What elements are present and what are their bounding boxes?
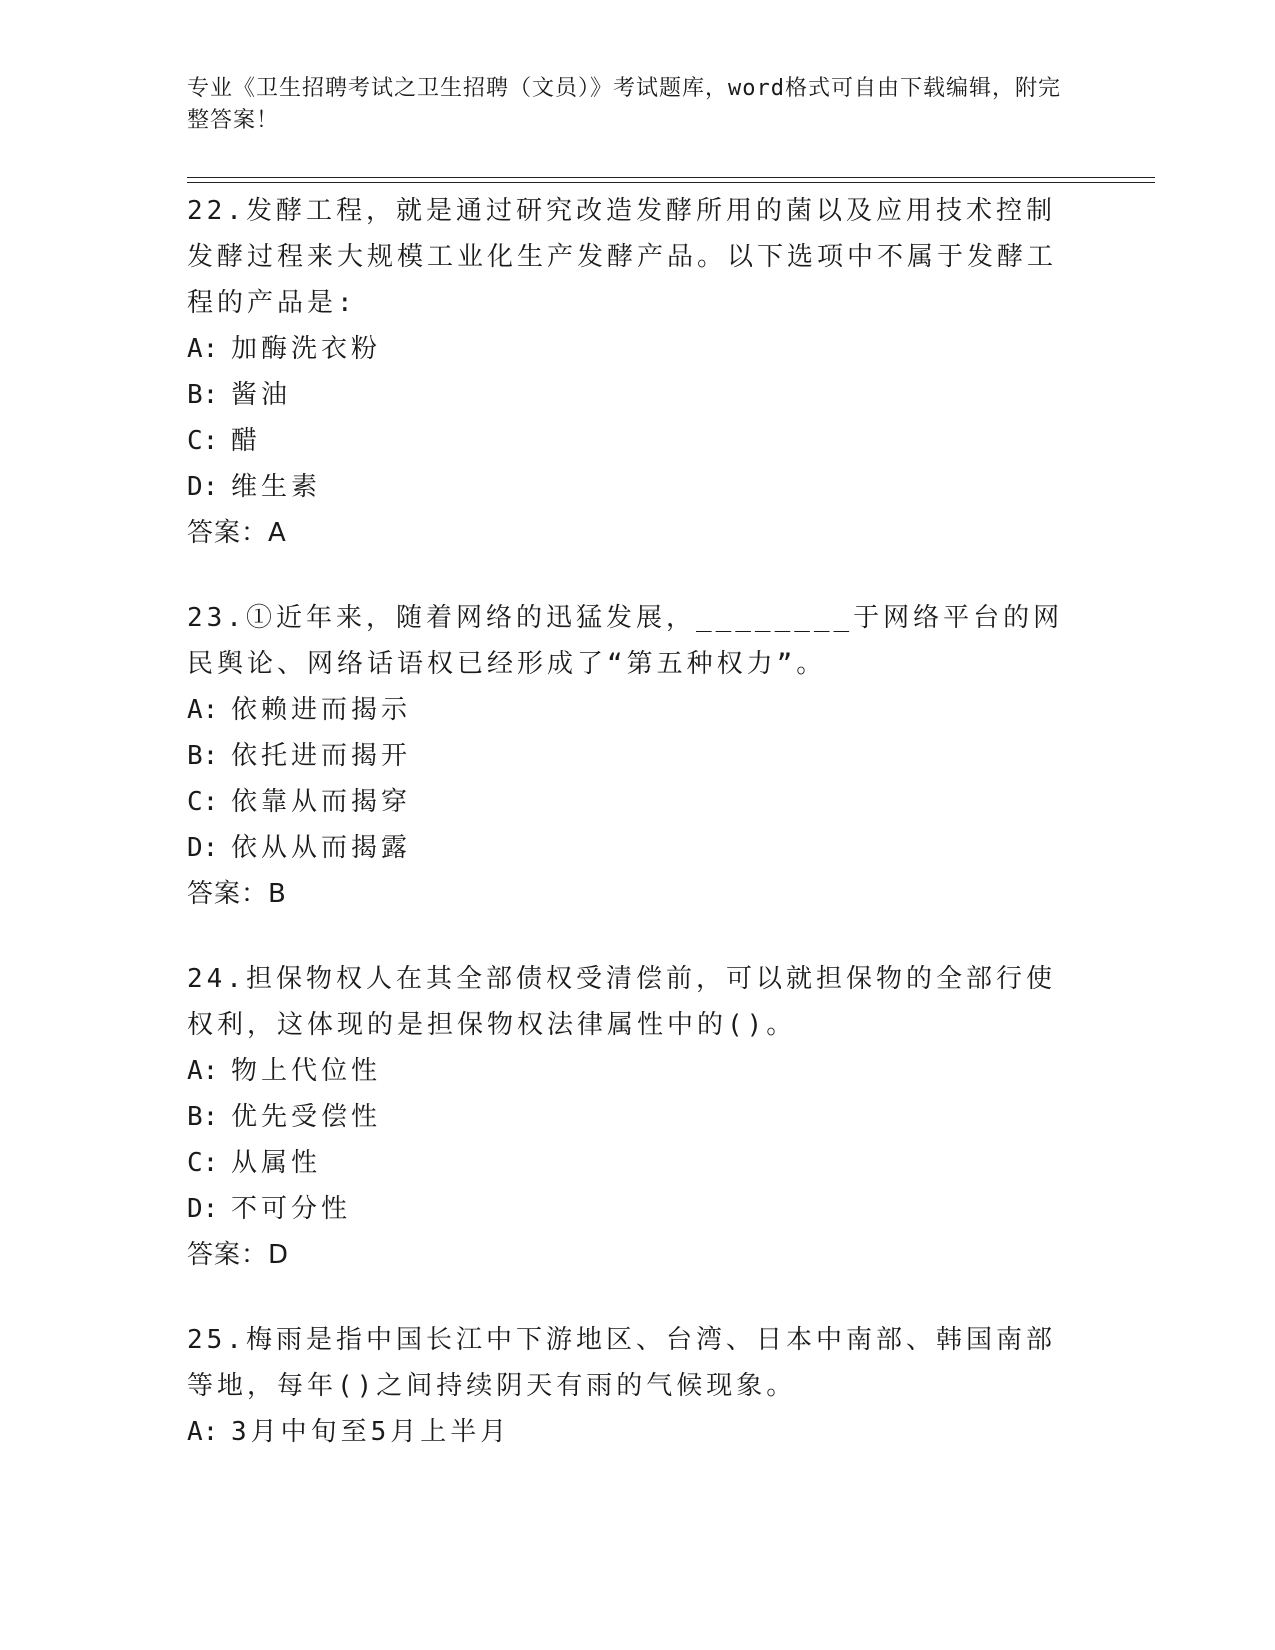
option-text: 不可分性 bbox=[231, 1194, 352, 1224]
option-a bbox=[187, 1409, 1077, 1455]
option-key: D: bbox=[187, 833, 219, 863]
option-a bbox=[187, 326, 1077, 372]
option-text: 维生素 bbox=[231, 472, 322, 502]
option-key: A: bbox=[187, 1056, 219, 1086]
option-key: A: bbox=[187, 1417, 219, 1447]
option-d bbox=[187, 464, 1077, 510]
answer-line: 答案：A bbox=[187, 518, 287, 548]
question-stem: 25.梅雨是指中国长江中下游地区、台湾、日本中南部、韩国南部等地，每年()之间持续阴天有雨的气候现象。 bbox=[187, 1325, 1056, 1401]
question-stem: 23.①近年来，随着网络的迅猛发展，________于网络平台的网民舆论、网络话语权已经形成了“第五种权力”。 bbox=[187, 603, 1064, 679]
option-text: 物上代位性 bbox=[231, 1056, 382, 1086]
option-key: A: bbox=[187, 334, 219, 364]
option-key: B: bbox=[187, 380, 219, 410]
option-text: 酱油 bbox=[231, 380, 292, 410]
option-text: 加酶洗衣粉 bbox=[231, 334, 382, 364]
option-key: C: bbox=[187, 426, 219, 456]
option-text: 依赖进而揭示 bbox=[231, 695, 412, 725]
option-key: B: bbox=[187, 741, 219, 771]
answer-line: 答案：D bbox=[187, 1240, 290, 1270]
question-25 bbox=[187, 1317, 1077, 1455]
answer-line: 答案：B bbox=[187, 879, 287, 909]
question-22 bbox=[187, 188, 1077, 556]
option-c bbox=[187, 418, 1077, 464]
option-text: 依托进而揭开 bbox=[231, 741, 412, 771]
question-24 bbox=[187, 956, 1077, 1278]
option-a bbox=[187, 687, 1077, 733]
option-text: 从属性 bbox=[231, 1148, 322, 1178]
question-stem: 24.担保物权人在其全部债权受清偿前，可以就担保物的全部行使权利，这体现的是担保物权法律属性中的()。 bbox=[187, 964, 1056, 1040]
option-d bbox=[187, 825, 1077, 871]
option-text: 优先受偿性 bbox=[231, 1102, 382, 1132]
option-d bbox=[187, 1186, 1077, 1232]
header-divider-top bbox=[187, 177, 1155, 178]
option-key: D: bbox=[187, 472, 219, 502]
option-b bbox=[187, 733, 1077, 779]
option-text: 3月中旬至5月上半月 bbox=[231, 1417, 511, 1447]
question-23 bbox=[187, 595, 1077, 917]
option-b bbox=[187, 372, 1077, 418]
option-key: C: bbox=[187, 1148, 219, 1178]
option-text: 依靠从而揭穿 bbox=[231, 787, 412, 817]
option-text: 依从从而揭露 bbox=[231, 833, 412, 863]
option-key: D: bbox=[187, 1194, 219, 1224]
question-stem: 22.发酵工程，就是通过研究改造发酵所用的菌以及应用技术控制发酵过程来大规模工业化生产发酵产品。以下选项中不属于发酵工程的产品是: bbox=[187, 196, 1058, 318]
question-list bbox=[187, 188, 1077, 1494]
option-key: B: bbox=[187, 1102, 219, 1132]
option-key: A: bbox=[187, 695, 219, 725]
option-b bbox=[187, 1094, 1077, 1140]
option-text: 醋 bbox=[231, 426, 262, 456]
option-c bbox=[187, 779, 1077, 825]
document-header: 专业《卫生招聘考试之卫生招聘（文员）》考试题库，word格式可自由下载编辑，附完整答案！ bbox=[187, 76, 1061, 133]
option-key: C: bbox=[187, 787, 219, 817]
option-a bbox=[187, 1048, 1077, 1094]
header-divider-bottom bbox=[187, 182, 1155, 183]
option-c bbox=[187, 1140, 1077, 1186]
